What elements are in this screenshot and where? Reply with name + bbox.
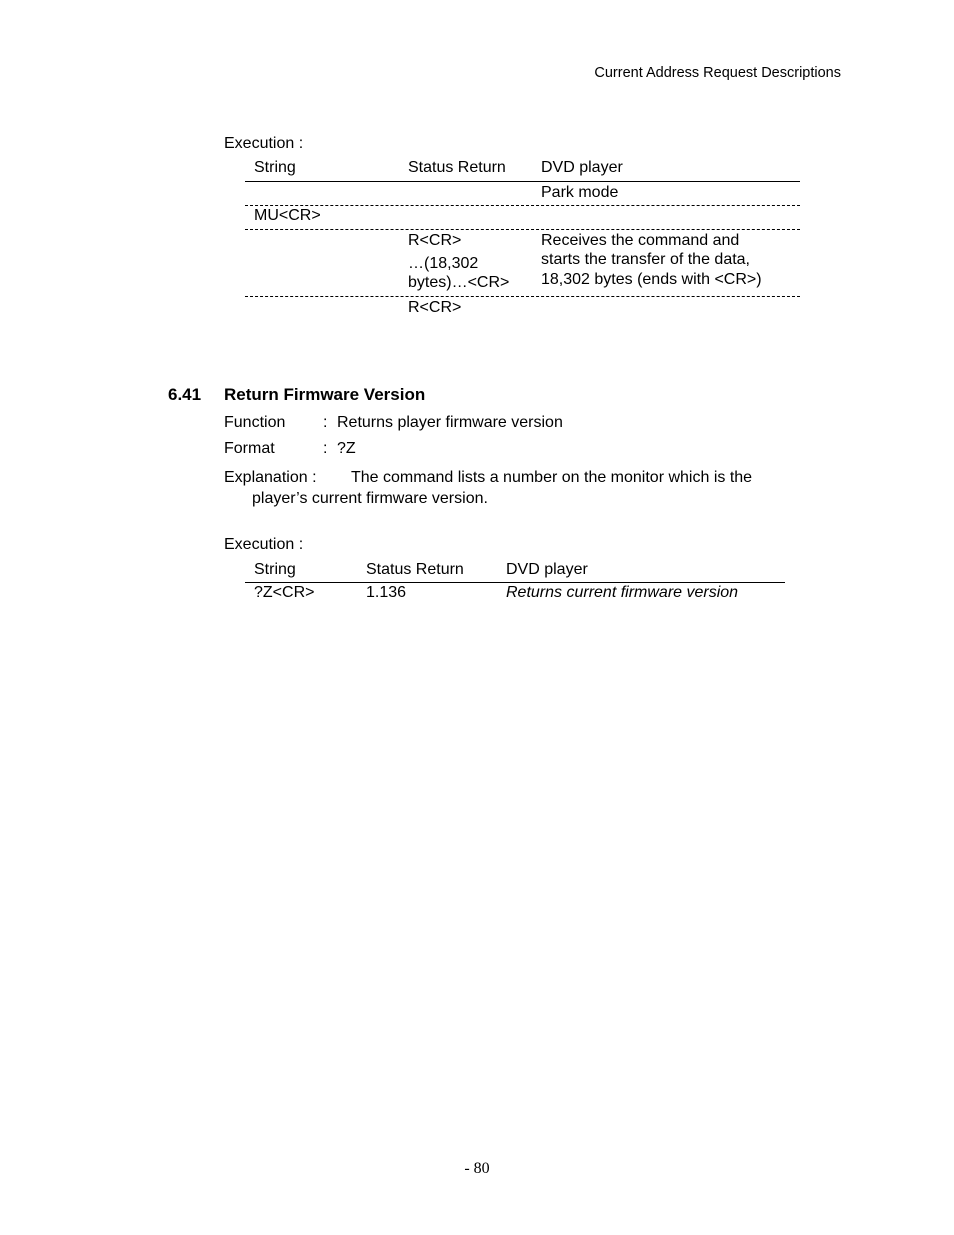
page-number: - 80 [464, 1160, 490, 1177]
format-value: ?Z [337, 440, 356, 457]
explanation-text [224, 467, 841, 509]
column-header-string: String [254, 561, 296, 578]
status-cell-line: R<CR> [408, 232, 462, 249]
function-colon: : [323, 414, 328, 431]
table-row [245, 230, 800, 297]
explanation-label: Explanation : [224, 469, 317, 486]
string-cell: ?Z<CR> [254, 584, 315, 601]
table-row [245, 206, 800, 230]
execution-label: Execution : [224, 135, 304, 152]
status-cell: 1.136 [366, 584, 407, 601]
column-header-status-return: Status Return [408, 159, 506, 176]
table-header-row [245, 158, 800, 182]
format-label: Format [224, 440, 275, 457]
table-row [245, 583, 785, 607]
explanation-line-1: The command lists a number on the monitor which is the [351, 469, 753, 486]
column-header-dvd-player: DVD player [506, 561, 588, 578]
execution-table-2 [245, 560, 785, 607]
explanation-line-2: player’s current firmware version. [252, 490, 488, 507]
section-title: Return Firmware Version [224, 385, 426, 404]
section-number: 6.41 [168, 385, 202, 404]
column-header-status-return: Status Return [366, 561, 464, 578]
function-value: Returns player firmware version [337, 414, 563, 431]
table-row [245, 182, 800, 206]
format-colon: : [323, 440, 328, 457]
function-label: Function [224, 414, 286, 431]
table-row [245, 297, 800, 321]
player-cell: Park mode [541, 184, 619, 201]
status-cell-line: bytes)…<CR> [408, 274, 510, 291]
execution-table-1 [245, 158, 800, 321]
status-cell-line: …(18,302 [408, 255, 479, 272]
player-cell-line: 18,302 bytes (ends with <CR>) [541, 271, 762, 288]
column-header-dvd-player: DVD player [541, 159, 623, 176]
column-header-string: String [254, 159, 296, 176]
string-cell: MU<CR> [254, 207, 321, 224]
player-cell: Returns current firmware version [506, 584, 739, 601]
execution-label: Execution : [224, 536, 304, 553]
table-header-row [245, 560, 785, 583]
player-cell-line: starts the transfer of the data, [541, 251, 750, 268]
player-cell-line: Receives the command and [541, 232, 740, 249]
running-header: Current Address Request Descriptions [594, 65, 841, 81]
status-cell: R<CR> [408, 299, 462, 316]
